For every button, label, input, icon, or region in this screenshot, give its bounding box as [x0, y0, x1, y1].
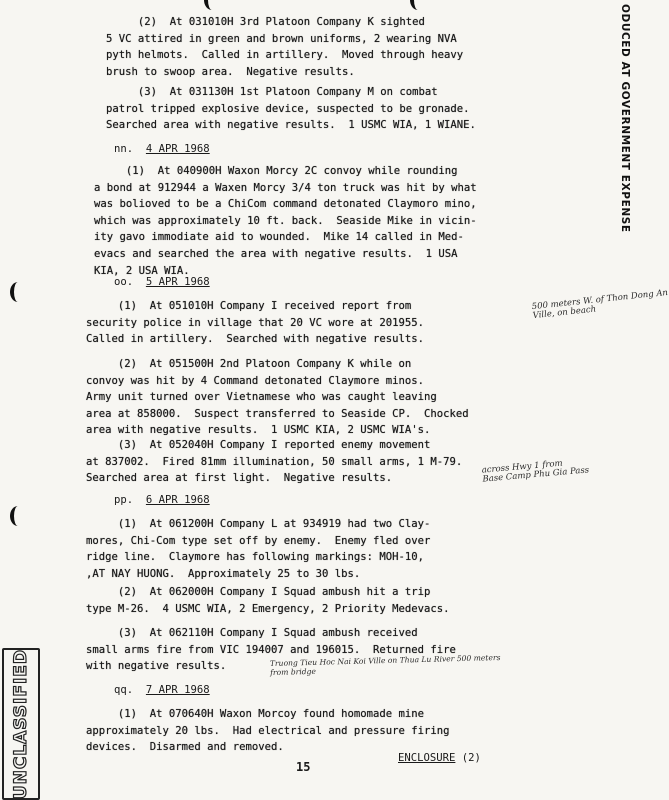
classification-text: UNCLASSIFIED	[11, 648, 31, 800]
text-line: (1) At 070640H Waxon Morcoy found homomade mine	[86, 708, 425, 720]
paragraph	[94, 163, 477, 279]
text-line: Searched area with negative results. 1 USMC WIA, 1 WIANE.	[106, 119, 476, 132]
text-line: (3) At 031130H 1st Platoon Company M on combat	[106, 86, 438, 98]
text-line: (3) At 062110H Company I Squad ambush received	[86, 627, 418, 639]
enclosure-text: ENCLOSURE	[398, 752, 456, 764]
paragraph	[86, 706, 450, 756]
date-prefix: qq.	[114, 684, 134, 696]
text-line: KIA, 2 USA WIA.	[94, 264, 190, 277]
paragraph	[86, 298, 424, 348]
text-line: with negative results.	[86, 660, 227, 673]
text-line: Called in artillery. Searched with negative results.	[86, 333, 425, 346]
text-line: a bond at 912944 a Waxen Morcy 3/4 ton truck was hit by what	[94, 181, 477, 194]
text-line: ridge line. Claymore has following markings: MOH-10,	[86, 551, 425, 564]
text-line: which was approximately 10 ft. back. Seaside Mike in vicin-	[94, 214, 477, 227]
text-line: ity gavo immodiate aid to wounded. Mike 14 called in Med-	[94, 231, 464, 244]
handwritten-note: across Hwy 1 from Base Camp Phu Gia Pass	[481, 458, 590, 485]
enclosure-number: (2)	[461, 752, 481, 764]
text-line: ,AT NAY HUONG. Approximately 25 to 30 lbs.	[86, 567, 361, 580]
text-line: brush to swoop area. Negative results.	[106, 65, 355, 78]
date-heading	[114, 492, 210, 508]
text-line: Searched area at first light. Negative results.	[86, 472, 393, 485]
paragraph	[106, 14, 463, 80]
binder-hole-mark	[410, 0, 426, 10]
paragraph	[86, 584, 450, 617]
text-line: pyth helmots. Called in artillery. Moved through heavy	[106, 49, 464, 62]
date-heading	[114, 274, 210, 290]
binder-hole-mark	[204, 0, 220, 10]
date-heading	[114, 141, 210, 157]
date-heading	[114, 682, 210, 698]
text-line: (2) At 051500H 2nd Platoon Company K while on	[86, 358, 412, 370]
paragraph	[86, 356, 469, 439]
text-line: was bolioved to be a ChiCom command detonated Claymoro mino,	[94, 198, 477, 211]
paragraph	[106, 84, 476, 134]
binder-hole-mark	[10, 282, 26, 302]
text-line: devices. Disarmed and removed.	[86, 741, 284, 754]
text-line: evacs and searched the area with negative results. 1 USA	[94, 247, 458, 260]
text-line: (2) At 031010H 3rd Platoon Company K sighted	[106, 16, 425, 28]
date-text: 4 APR 1968	[145, 143, 210, 155]
text-line: convoy was hit by 4 Command detonated Claymore minos.	[86, 374, 425, 387]
text-line: small arms fire from VIC 194007 and 196015. Returned fire	[86, 643, 456, 656]
binder-hole-mark	[10, 506, 26, 526]
text-line: area at 858000. Suspect transferred to Seaside CP. Chocked	[86, 407, 469, 420]
text-line: at 837002. Fired 81mm illumination, 50 small arms, 1 M-79.	[86, 455, 463, 468]
handwritten-note: 500 meters W. of Thon Dong An Ville, on beach	[531, 287, 669, 322]
text-line: (3) At 052040H Company I reported enemy movement	[86, 439, 431, 451]
text-line: mores, Chi-Com type set off by enemy. Enemy fled over	[86, 534, 431, 547]
text-line: security police in village that 20 VC wore at 201955.	[86, 316, 425, 329]
paragraph	[86, 437, 462, 487]
text-line: (1) At 051010H Company I received report from	[86, 300, 412, 312]
date-prefix: pp.	[114, 494, 134, 506]
reproduction-stamp: ODUCED AT GOVERNMENT EXPENSE	[619, 4, 631, 233]
page-number: 15	[296, 760, 311, 774]
text-line: patrol tripped explosive device, suspected to be gronade.	[106, 102, 470, 115]
text-line: 5 VC attired in green and brown uniforms, 2 wearing NVA	[106, 32, 457, 45]
date-text: 7 APR 1968	[145, 684, 210, 696]
text-line: (1) At 061200H Company L at 934919 had two Clay-	[86, 518, 431, 530]
text-line: Army unit turned over Vietnamese who was caught leaving	[86, 391, 437, 404]
text-line: (2) At 062000H Company I Squad ambush hit a trip	[86, 586, 431, 598]
date-text: 6 APR 1968	[145, 494, 210, 506]
text-line: (1) At 040900H Waxon Morcy 2C convoy while rounding	[94, 165, 458, 177]
classification-stamp	[2, 648, 40, 800]
enclosure-label	[398, 752, 481, 764]
date-prefix: oo.	[114, 276, 134, 288]
text-line: approximately 20 lbs. Had electrical and pressure firing	[86, 724, 450, 737]
paragraph	[86, 516, 430, 582]
text-line: area with negative results. 1 USMC KIA, 2 USMC WIA's.	[86, 424, 431, 437]
date-prefix: nn.	[114, 143, 134, 155]
text-line: type M-26. 4 USMC WIA, 2 Emergency, 2 Priority Medevacs.	[86, 602, 450, 615]
handwritten-note: Truong Tieu Hoc Nai Koi Ville on Thua Lu River 500 meters from bridge	[269, 652, 501, 678]
date-text: 5 APR 1968	[145, 276, 210, 288]
